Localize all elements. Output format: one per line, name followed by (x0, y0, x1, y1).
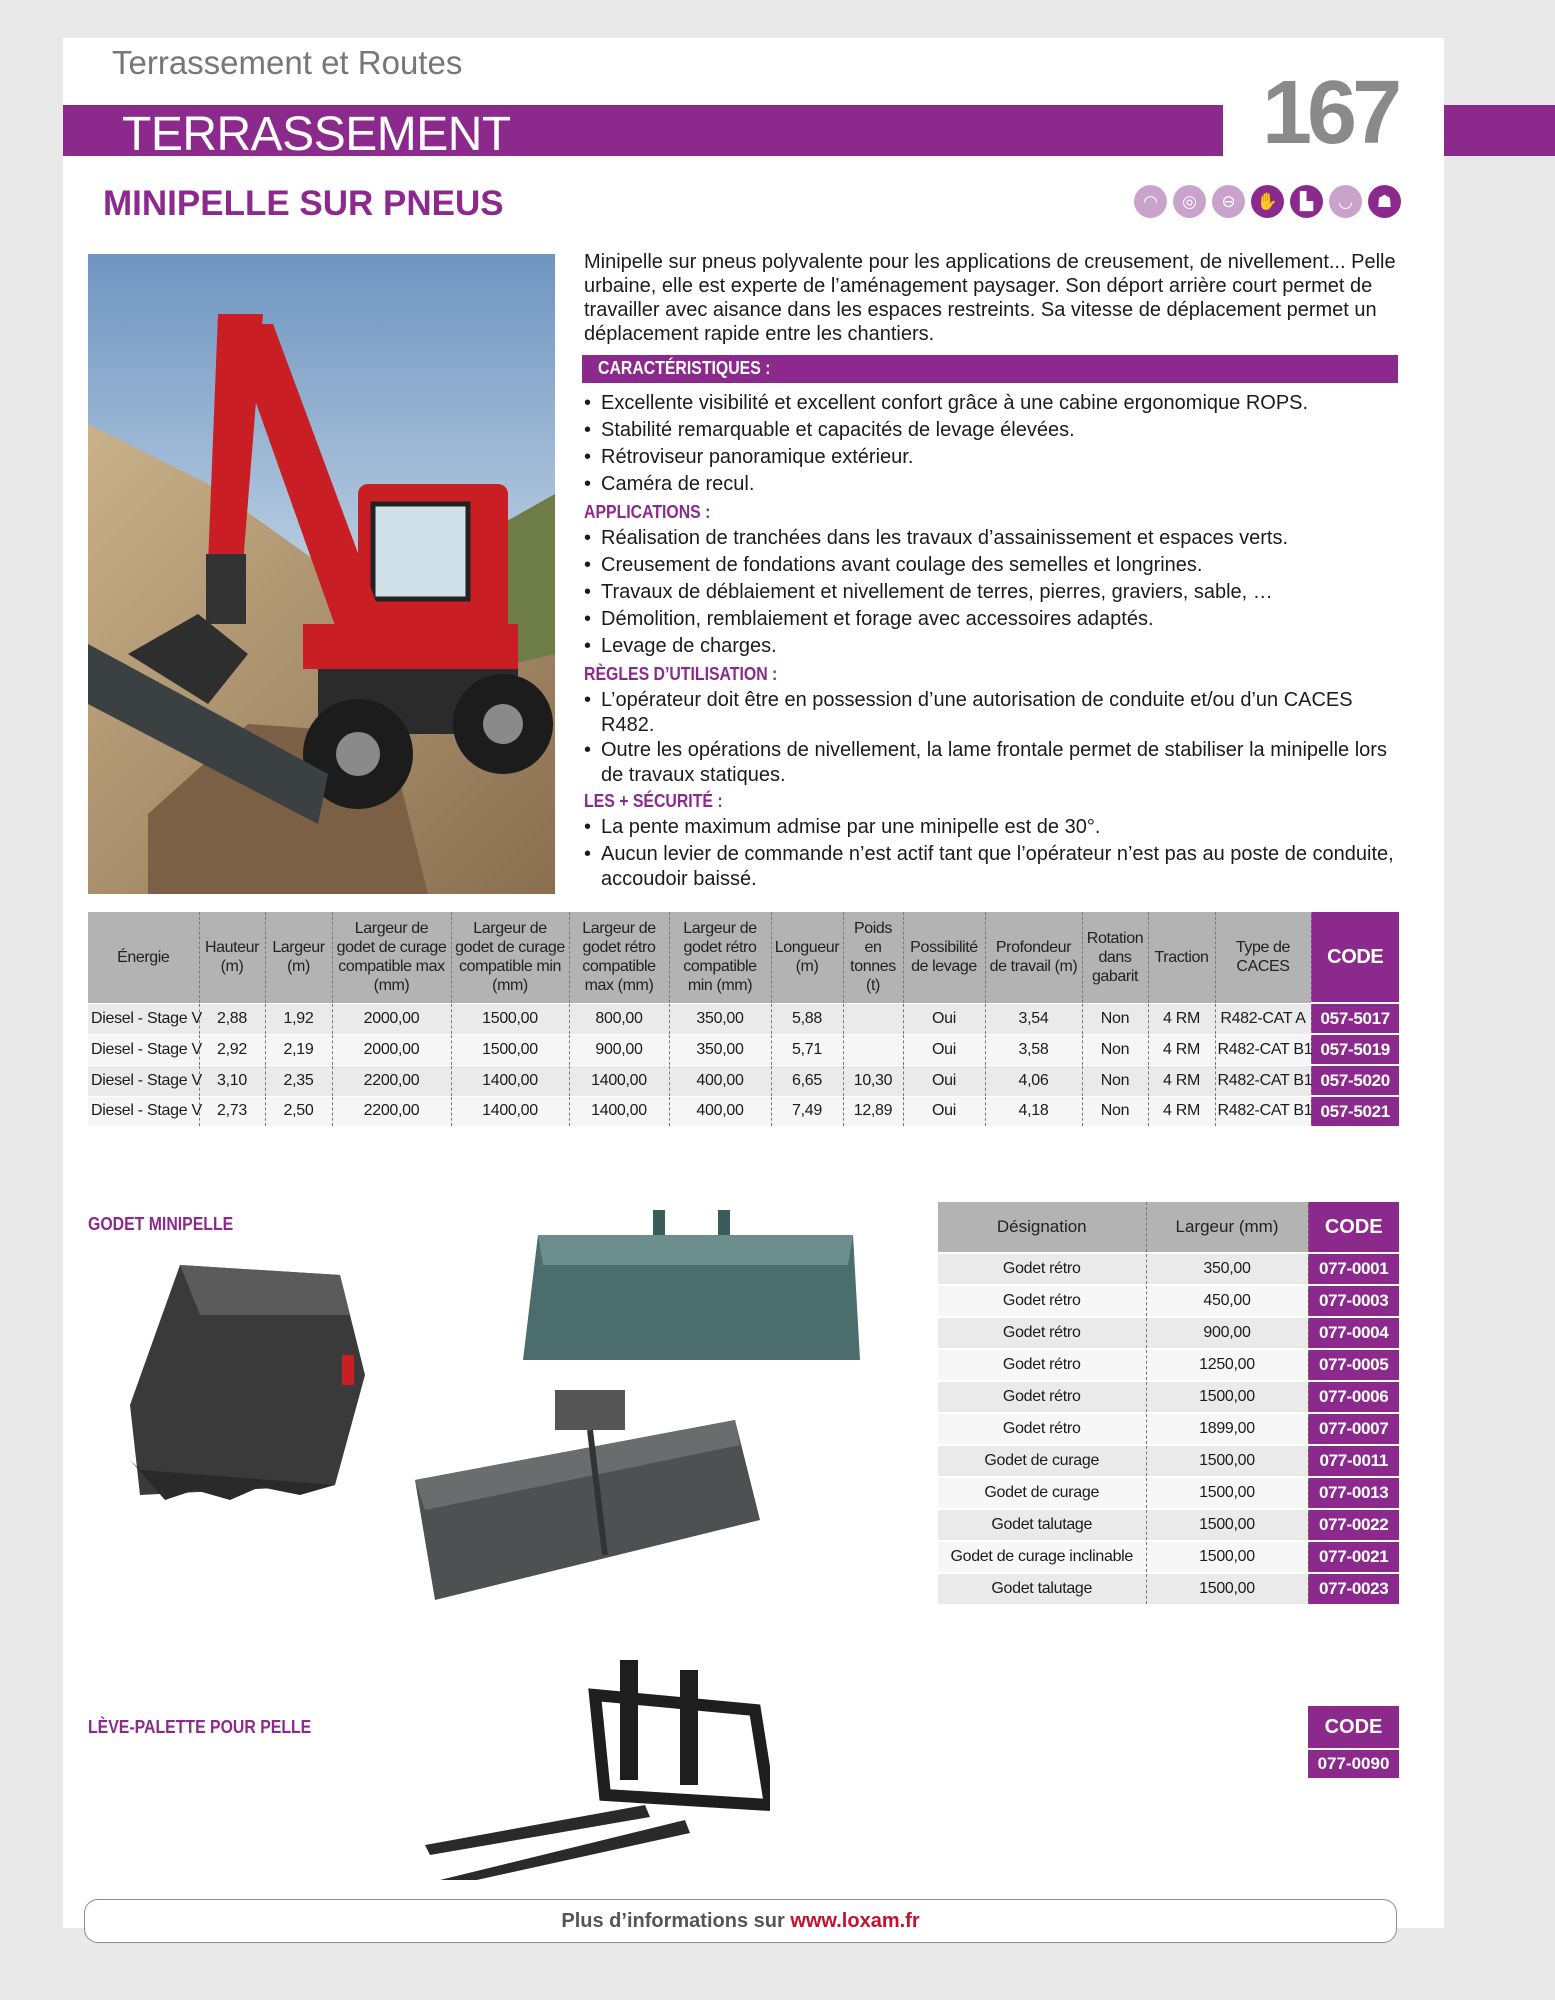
list-item: • Outre les opérations de nivellement, la lame frontale permet de stabiliser la minipelle lors de travaux statiques. (584, 738, 1404, 788)
column-header: Largeur (m) (265, 912, 332, 1003)
table-cell: Non (1082, 1003, 1148, 1034)
column-header: Type de CACES (1215, 912, 1311, 1003)
table-cell: 4,06 (985, 1065, 1082, 1096)
table-cell: Oui (903, 1003, 985, 1034)
table-cell: R482-CAT A (1215, 1003, 1311, 1034)
table-row (938, 1253, 1399, 1285)
table-cell: Godet talutage (938, 1509, 1146, 1541)
product-code: 057-5017 (1311, 1003, 1399, 1034)
table-row (938, 1541, 1399, 1573)
table-cell: 5,88 (771, 1003, 843, 1034)
table-row (938, 1573, 1399, 1604)
table-cell: Godet de curage (938, 1445, 1146, 1477)
table-cell: 1400,00 (451, 1096, 569, 1126)
page-number: 167 (1262, 63, 1398, 163)
table-cell: 1,92 (265, 1003, 332, 1034)
characteristics-heading: CARACTÉRISTIQUES : (598, 358, 771, 378)
column-header: Rotation dans gabarit (1082, 912, 1148, 1003)
product-code: 057-5019 (1311, 1034, 1399, 1065)
table-cell: Godet de curage (938, 1477, 1146, 1509)
table-cell: 1500,00 (1146, 1541, 1308, 1573)
hearing-protection-icon: ◎ (1173, 185, 1206, 218)
product-photo (88, 254, 555, 894)
footer-text: Plus d’informations sur (561, 1910, 791, 1932)
column-header: Poids en tonnes (t) (843, 912, 903, 1003)
list-item: • Levage de charges. (584, 634, 1404, 661)
product-code: 077-0013 (1308, 1477, 1399, 1509)
table-cell: 6,65 (771, 1065, 843, 1096)
product-code: 077-0005 (1308, 1349, 1399, 1381)
table-cell: Godet rétro (938, 1413, 1146, 1445)
table-cell: 2,50 (265, 1096, 332, 1126)
product-code: 077-0090 (1308, 1749, 1399, 1778)
table-cell: 4 RM (1148, 1003, 1215, 1034)
list-item: • La pente maximum admise par une minipelle est de 30°. (584, 815, 1404, 842)
column-header: Hauteur (m) (199, 912, 265, 1003)
column-header: Profondeur de travail (m) (985, 912, 1082, 1003)
mask-icon: ◡ (1329, 185, 1362, 218)
table-cell: 1400,00 (569, 1065, 669, 1096)
table-cell: 1500,00 (451, 1003, 569, 1034)
code-column-header: CODE (1308, 1706, 1399, 1749)
category-band (63, 105, 1223, 161)
table-cell: 2,88 (199, 1003, 265, 1034)
table-row (938, 1413, 1399, 1445)
table-cell: 3,58 (985, 1034, 1082, 1065)
hi-vis-vest-icon: ☗ (1368, 185, 1401, 218)
table-cell: 2200,00 (332, 1096, 451, 1126)
table-cell: 1400,00 (569, 1096, 669, 1126)
godet-table (938, 1202, 1399, 1604)
list-item: • Démolition, remblaiement et forage avec accessoires adaptés. (584, 607, 1404, 634)
list-item: • L’opérateur doit être en possession d’une autorisation de conduite et/ou d’un CACES R482. (584, 688, 1404, 738)
table-cell: 2,92 (199, 1034, 265, 1065)
table-cell: 1500,00 (1146, 1477, 1308, 1509)
table-cell: 1500,00 (1146, 1445, 1308, 1477)
table-row (938, 1317, 1399, 1349)
product-code: 077-0023 (1308, 1573, 1399, 1604)
spec-header-row (88, 912, 1399, 1003)
table-cell: 1500,00 (1146, 1573, 1308, 1604)
rules-heading: RÈGLES D’UTILISATION : (584, 664, 778, 684)
list-item: • Creusement de fondations avant coulage des semelles et longrines. (584, 553, 1404, 580)
table-row (938, 1381, 1399, 1413)
table-cell: Oui (903, 1096, 985, 1126)
column-header: Longueur (m) (771, 912, 843, 1003)
safety-boots-icon: ▙ (1290, 185, 1323, 218)
table-cell: 1500,00 (1146, 1509, 1308, 1541)
characteristics-heading-bar (582, 355, 1398, 383)
table-cell: 800,00 (569, 1003, 669, 1034)
product-code: 077-0007 (1308, 1413, 1399, 1445)
table-row (938, 1285, 1399, 1317)
category-title: TERRASSEMENT (122, 108, 511, 161)
table-cell: Oui (903, 1065, 985, 1096)
applications-heading: APPLICATIONS : (584, 502, 711, 522)
table-cell: Godet rétro (938, 1317, 1146, 1349)
column-header: Largeur de godet de curage compatible max (mm) (332, 912, 451, 1003)
pallet-header-row (1308, 1706, 1399, 1749)
table-cell: 900,00 (1146, 1317, 1308, 1349)
code-column-header: CODE (1311, 912, 1399, 1003)
rules-list (584, 688, 1404, 788)
product-code: 057-5020 (1311, 1065, 1399, 1096)
table-cell: Godet rétro (938, 1253, 1146, 1285)
table-row (938, 1349, 1399, 1381)
product-description: Minipelle sur pneus polyvalente pour les applications de creusement, de nivellement... Pelle urbaine, elle est experte de l’aménagement paysager. Son déport arrière court permet de travailler avec aisance dans les espaces restreints. Sa vitesse de déplacement permet un déplacement rapide entre les chantiers. (584, 251, 1396, 345)
table-cell: 1500,00 (1146, 1381, 1308, 1413)
table-cell: Non (1082, 1065, 1148, 1096)
list-item: • Excellente visibilité et excellent confort grâce à une cabine ergonomique ROPS. (584, 391, 1404, 418)
gloves-icon: ✋ (1251, 185, 1284, 218)
table-cell: 3,10 (199, 1065, 265, 1096)
table-row (938, 1445, 1399, 1477)
ditching-bucket-image (523, 1210, 860, 1362)
product-code: 077-0004 (1308, 1317, 1399, 1349)
column-header: Largeur (mm) (1146, 1202, 1308, 1253)
table-cell: Oui (903, 1034, 985, 1065)
table-cell: 2,35 (265, 1065, 332, 1096)
table-cell: 350,00 (1146, 1253, 1308, 1285)
table-cell: 2000,00 (332, 1003, 451, 1034)
column-header: Largeur de godet rétro compatible max (mm) (569, 912, 669, 1003)
column-header: Largeur de godet de curage compatible min (mm) (451, 912, 569, 1003)
safety-icons (1134, 185, 1401, 218)
product-code: 077-0011 (1308, 1445, 1399, 1477)
feature-lists (584, 391, 1404, 892)
product-code: 077-0006 (1308, 1381, 1399, 1413)
list-item: • Aucun levier de commande n’est actif tant que l’opérateur n’est pas au poste de conduite, accoudoir baissé. (584, 842, 1404, 892)
table-row (88, 1096, 1399, 1126)
table-cell: 2,19 (265, 1034, 332, 1065)
applications-list (584, 526, 1404, 661)
table-cell: 4 RM (1148, 1065, 1215, 1096)
pallet-code-table (1308, 1706, 1399, 1778)
category-band-edge (1444, 105, 1555, 156)
footer-bar (84, 1899, 1397, 1943)
goggles-icon: ⊖ (1212, 185, 1245, 218)
table-cell: Godet talutage (938, 1573, 1146, 1604)
table-cell: 1899,00 (1146, 1413, 1308, 1445)
table-cell: 1400,00 (451, 1065, 569, 1096)
table-cell: 4 RM (1148, 1096, 1215, 1126)
pallet-fork-image (425, 1655, 770, 1880)
table-cell: Diesel - Stage V (88, 1065, 199, 1096)
table-cell: 350,00 (669, 1003, 771, 1034)
table-cell: Godet rétro (938, 1349, 1146, 1381)
list-item: • Stabilité remarquable et capacités de levage élevées. (584, 418, 1404, 445)
list-item: • Rétroviseur panoramique extérieur. (584, 445, 1404, 472)
table-cell: R482-CAT B1 (1215, 1034, 1311, 1065)
table-row (88, 1034, 1399, 1065)
column-header: Désignation (938, 1202, 1146, 1253)
table-row (88, 1065, 1399, 1096)
table-cell: Diesel - Stage V (88, 1003, 199, 1034)
table-cell: R482-CAT B1 (1215, 1065, 1311, 1096)
table-cell: Diesel - Stage V (88, 1034, 199, 1065)
digging-bucket-image (110, 1255, 380, 1520)
list-item: • Réalisation de tranchées dans les travaux d’assainissement et espaces verts. (584, 526, 1404, 553)
website-link[interactable]: www.loxam.fr (790, 1910, 920, 1932)
table-cell: Diesel - Stage V (88, 1096, 199, 1126)
table-cell: 2200,00 (332, 1065, 451, 1096)
table-cell: 1500,00 (451, 1034, 569, 1065)
godet-header-row (938, 1202, 1399, 1253)
characteristics-list (584, 391, 1404, 499)
table-row (938, 1477, 1399, 1509)
table-cell: Godet rétro (938, 1381, 1146, 1413)
table-cell: 2000,00 (332, 1034, 451, 1065)
column-header: Traction (1148, 912, 1215, 1003)
code-column-header: CODE (1308, 1202, 1399, 1253)
table-cell: 2,73 (199, 1096, 265, 1126)
pallet-heading: LÈVE-PALETTE POUR PELLE (88, 1717, 312, 1737)
table-cell: R482-CAT B1 (1215, 1096, 1311, 1126)
section-label: Terrassement et Routes (112, 44, 463, 81)
table-cell: 5,71 (771, 1034, 843, 1065)
table-cell: Godet de curage inclinable (938, 1541, 1146, 1573)
safety-plus-list (584, 815, 1404, 892)
safety-plus-heading: LES + SÉCURITÉ : (584, 791, 723, 811)
table-row (938, 1509, 1399, 1541)
column-header: Possibilité de levage (903, 912, 985, 1003)
table-cell: 7,49 (771, 1096, 843, 1126)
table-cell: 450,00 (1146, 1285, 1308, 1317)
spec-table (88, 912, 1399, 1126)
tilting-bucket-image (415, 1385, 760, 1600)
table-cell: 4 RM (1148, 1034, 1215, 1065)
table-cell (843, 1003, 903, 1034)
table-cell: 400,00 (669, 1096, 771, 1126)
table-row (88, 1003, 1399, 1034)
table-cell: Non (1082, 1034, 1148, 1065)
table-cell: Godet rétro (938, 1285, 1146, 1317)
table-row (1308, 1749, 1399, 1778)
product-code: 077-0022 (1308, 1509, 1399, 1541)
table-cell: 12,89 (843, 1096, 903, 1126)
list-item: • Caméra de recul. (584, 472, 1404, 499)
table-cell: Non (1082, 1096, 1148, 1126)
column-header: Largeur de godet rétro compatible min (mm) (669, 912, 771, 1003)
table-cell: 900,00 (569, 1034, 669, 1065)
product-title: MINIPELLE SUR PNEUS (103, 184, 504, 223)
godet-heading: GODET MINIPELLE (88, 1214, 234, 1234)
product-code: 057-5021 (1311, 1096, 1399, 1126)
table-cell: 3,54 (985, 1003, 1082, 1034)
table-cell: 350,00 (669, 1034, 771, 1065)
product-code: 077-0021 (1308, 1541, 1399, 1573)
table-cell: 4,18 (985, 1096, 1082, 1126)
column-header: Énergie (88, 912, 199, 1003)
table-cell: 1250,00 (1146, 1349, 1308, 1381)
product-code: 077-0003 (1308, 1285, 1399, 1317)
hard-hat-icon: ◠ (1134, 185, 1167, 218)
product-code: 077-0001 (1308, 1253, 1399, 1285)
table-cell: 400,00 (669, 1065, 771, 1096)
table-cell (843, 1034, 903, 1065)
list-item: • Travaux de déblaiement et nivellement de terres, pierres, graviers, sable, … (584, 580, 1404, 607)
table-cell: 10,30 (843, 1065, 903, 1096)
